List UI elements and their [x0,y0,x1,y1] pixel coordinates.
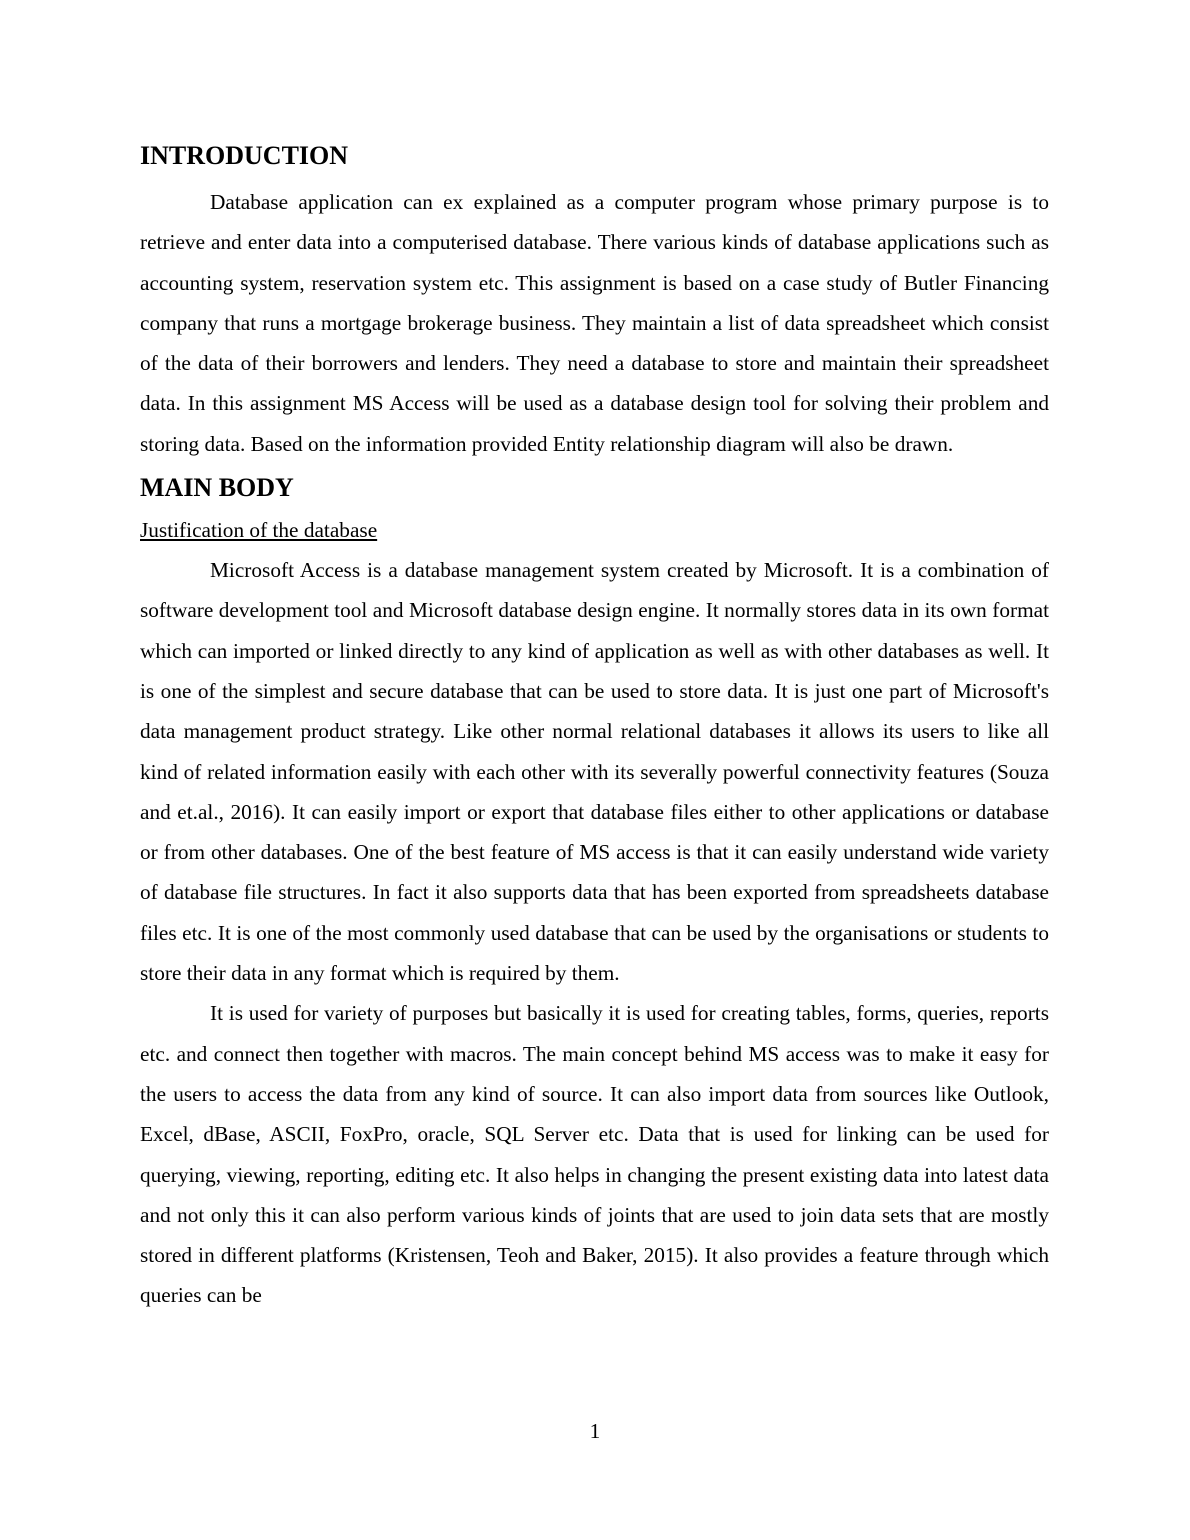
main-body-paragraph-1: Microsoft Access is a database management system created by Microsoft. It is a combination of software development tool and Microsoft database design engine. It normally stores data in its own format which can imported or linked directly to any kind of application as well as with other databases as well. It is one of the simplest and secure database that can be used to store data. It is just one part of Microsoft's data management product strategy. Like other normal relational databases it allows its users to like all kind of related information easily with each other with its severally powerful connectivity features (Souza and et.al., 2016). It can easily import or export that database files either to other applications or database or from other databases. One of the best feature of MS access is that it can easily understand wide variety of database file structures. In fact it also supports data that has been exported from spreadsheets database files etc. It is one of the most commonly used database that can be used by the organisations or students to store their data in any format which is required by them. [140,558,1049,986]
page-number: 1 [589,1419,601,1443]
justification-subheading: Justification of the database [140,518,378,543]
main-body-paragraph-2: It is used for variety of purposes but basically it is used for creating tables, forms, queries, reports etc. and connect then together with macros. The main concept behind MS access was to make it easy for the users to access the data from any kind of source. It can also import data from sources like Outlook, Excel, dBase, ASCII, FoxPro, oracle, SQL Server etc. Data that is used for linking can be used for querying, viewing, reporting, editing etc. It also helps in changing the present existing data into latest data and not only this it can also perform various kinds of joints that are used to join data sets that are mostly stored in different platforms (Kristensen, Teoh and Baker, 2015). It also provides a feature through which queries can be [140,1001,1049,1308]
main-body-heading: MAIN BODY [140,473,294,503]
document-page [140,138,1049,1316]
introduction-heading: INTRODUCTION [140,141,349,170]
introduction-paragraph: Database application can ex explained as a computer program whose primary purpose is to retrieve and enter data into a computerised database. There various kinds of database applications such as accounting system, reservation system etc. This assignment is based on a case study of Butler Financing company that runs a mortgage brokerage business. They maintain a list of data spreadsheet which consist of the data of their borrowers and lenders. They need a database to store and maintain their spreadsheet data. In this assignment MS Access will be used as a database design tool for solving their problem and storing data. Based on the information provided Entity relationship diagram will also be drawn. [140,190,1049,456]
